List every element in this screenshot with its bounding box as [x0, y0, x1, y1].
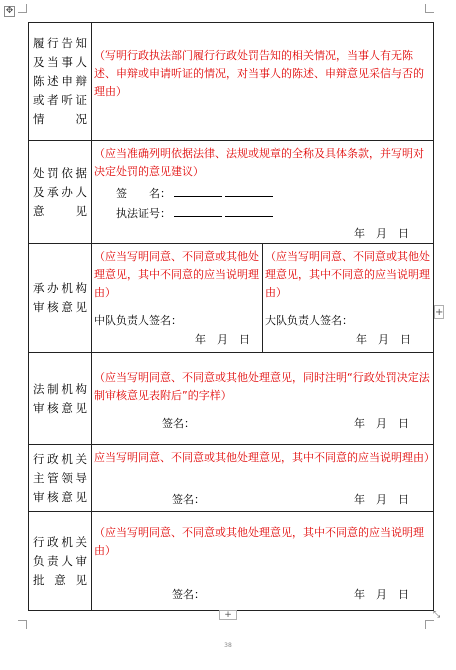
date-line: 年 月 日 — [354, 227, 409, 240]
table-move-handle-icon[interactable]: ✥ — [5, 6, 14, 16]
content-cell-notice[interactable] — [92, 23, 434, 141]
signature-line[interactable]: 签名： — [162, 417, 195, 430]
table-row — [29, 445, 434, 512]
instruction-text: （应当写明同意、不同意或其他处理意见，其中不同意的应当说明理由） — [265, 250, 430, 299]
table-row — [29, 244, 434, 353]
content-cell-leader-review[interactable] — [92, 445, 434, 512]
date-line: 年 月 日 — [354, 493, 409, 506]
instruction-text: （写明行政执法部门履行行政处罚告知的相关情况，当事人有无陈述、申辩或申请听证的情况，对当事人的陈述、申辩意见采信与否的理由） — [94, 49, 424, 98]
content-cell-basis[interactable] — [92, 141, 434, 244]
date-line: 年 月 日 — [195, 333, 250, 346]
signature-line[interactable]: 签名： — [172, 493, 205, 506]
page-corner-mark — [425, 620, 434, 629]
add-row-button[interactable]: + — [219, 610, 237, 620]
row-label-basis: 处罚依据 及承办人 意 见 — [29, 141, 92, 244]
row-label-legal-review: 法制机构 审核意见 — [29, 353, 92, 445]
squad-leader-cell[interactable] — [92, 244, 262, 352]
page-corner-mark — [425, 4, 434, 13]
table-row — [29, 512, 434, 611]
instruction-text: （应当写明同意、不同意或其他处理意见，其中不同意的应当说明理由） — [94, 526, 424, 557]
row-label-office-review: 承办机构 审核意见 — [29, 244, 92, 353]
date-line: 年 月 日 — [356, 333, 411, 346]
instruction-text: （应当准确列明依据法律、法规或规章的全称及具体条款，并写明对决定处罚的意见建议） — [94, 147, 424, 178]
instruction-text: （应当写明同意、不同意或其他处理意见，同时注明“行政处罚决定法制审核意见表附后”的字样） — [94, 371, 430, 402]
signature-line[interactable]: 签名： — [172, 588, 205, 601]
table-row — [29, 353, 434, 445]
instruction-text: （应当写明同意、不同意或其他处理意见，其中不同意的应当说明理由） — [94, 250, 259, 299]
page-corner-mark — [18, 4, 27, 13]
page-number: 38 — [224, 642, 232, 649]
date-line: 年 月 日 — [354, 588, 409, 601]
penalty-review-form-table — [28, 22, 434, 611]
content-cell-head-approval[interactable] — [92, 512, 434, 611]
row-label-notice: 履行告知 及当事人 陈述申辩 或者听证 情 况 — [29, 23, 92, 141]
table-resize-handle-icon[interactable]: ⤡ — [433, 610, 441, 620]
certificate-number-line[interactable]: 执法证号： — [116, 205, 273, 221]
table-row — [29, 141, 434, 244]
signature-line[interactable]: 签 名： — [116, 185, 273, 201]
row-label-leader-review: 行政机关 主管领导 审核意见 — [29, 445, 92, 512]
add-column-button[interactable]: + — [435, 307, 444, 318]
content-cell-legal-review[interactable] — [92, 353, 434, 445]
instruction-text: 应当写明同意、不同意或其他处理意见，其中不同意的应当说明理由） — [94, 451, 435, 464]
brigade-leader-signature[interactable]: 大队负责人签名： — [265, 314, 353, 327]
squad-leader-signature[interactable]: 中队负责人签名： — [94, 314, 182, 327]
content-cell-office-review — [92, 244, 434, 353]
date-line: 年 月 日 — [354, 417, 409, 430]
brigade-leader-cell[interactable] — [262, 244, 433, 352]
page-corner-mark — [18, 620, 27, 629]
table-row — [29, 23, 434, 141]
row-label-head-approval: 行政机关 负责人审 批意见 — [29, 512, 92, 611]
